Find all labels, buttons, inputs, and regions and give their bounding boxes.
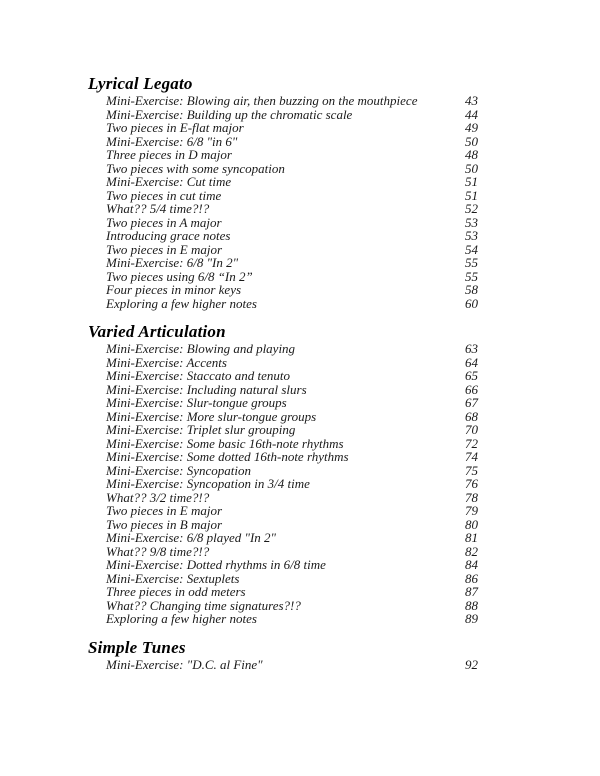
entry-title: Two pieces using 6/8 “In 2” <box>106 268 253 284</box>
entry-page-number: 68 <box>465 408 478 424</box>
entry-page-number: 78 <box>465 489 478 505</box>
entry-page-number: 79 <box>465 503 478 518</box>
entry-title: Mini-Exercise: Including natural slurs <box>106 381 307 397</box>
toc-entry <box>106 202 478 216</box>
entry-title: Mini-Exercise: 6/8 "in 6" <box>106 133 238 149</box>
toc-entry <box>106 297 478 311</box>
toc-entry <box>106 558 478 572</box>
entry-title: Exploring a few higher notes <box>106 295 257 311</box>
entry-title: What?? 5/4 time?!? <box>106 201 210 216</box>
entry-page-number: 67 <box>465 395 478 410</box>
entry-page-number: 86 <box>465 570 478 586</box>
entry-title: Two pieces in E major <box>106 503 223 518</box>
entry-page-number: 81 <box>465 530 478 545</box>
entry-title: Three pieces in odd meters <box>106 584 246 599</box>
toc-entry <box>106 162 478 176</box>
toc-entry <box>106 477 478 491</box>
entry-title: What?? 9/8 time?!? <box>106 543 210 559</box>
toc-section <box>88 638 478 672</box>
entry-title: Three pieces in D major <box>106 147 232 162</box>
entry-title: Two pieces in cut time <box>106 187 222 203</box>
toc-entry <box>106 504 478 518</box>
entry-title: Two pieces with some syncopation <box>106 160 285 176</box>
entry-page-number: 53 <box>465 214 478 230</box>
entry-title: Mini-Exercise: Building up the chromatic scale <box>106 106 353 122</box>
entry-page-number: 65 <box>465 368 478 383</box>
entry-title: Mini-Exercise: Cut time <box>106 174 232 189</box>
entry-page-number: 63 <box>465 341 478 356</box>
toc-section <box>88 74 478 310</box>
entry-title: Two pieces in E major <box>106 241 223 257</box>
entry-title: Mini-Exercise: Accents <box>106 354 227 370</box>
section-title: Simple Tunes <box>88 637 186 657</box>
toc-entry <box>106 175 478 189</box>
entry-page-number: 70 <box>465 422 478 437</box>
entry-title: Mini-Exercise: Slur-tongue groups <box>106 395 287 410</box>
entry-title: Exploring a few higher notes <box>106 611 257 626</box>
entry-title: Mini-Exercise: Syncopation in 3/4 time <box>106 476 310 491</box>
toc-entry <box>106 612 478 626</box>
entry-page-number: 52 <box>465 201 478 216</box>
entry-title: Introducing grace notes <box>106 228 231 243</box>
entry-title: Mini-Exercise: Blowing and playing <box>106 341 296 356</box>
entry-page-number: 80 <box>465 516 478 532</box>
entry-page-number: 55 <box>465 268 478 284</box>
section-entries <box>106 94 478 310</box>
toc-entry <box>106 518 478 532</box>
entry-title: Two pieces in A major <box>106 214 222 230</box>
toc-entry <box>106 450 478 464</box>
entry-page-number: 82 <box>465 543 478 559</box>
entry-page-number: 88 <box>465 597 478 613</box>
entry-title: Mini-Exercise: "D.C. al Fine" <box>106 656 263 672</box>
entry-page-number: 50 <box>465 133 478 149</box>
toc-entry <box>106 423 478 437</box>
toc-entry <box>106 369 478 383</box>
entry-page-number: 44 <box>465 106 478 122</box>
toc-entry <box>106 94 478 108</box>
entry-page-number: 84 <box>465 557 478 572</box>
toc-entry <box>106 216 478 230</box>
toc-entry <box>106 531 478 545</box>
toc-entry <box>106 256 478 270</box>
entry-page-number: 64 <box>465 354 478 370</box>
entry-title: Mini-Exercise: Blowing air, then buzzing on the mouthpiece <box>106 93 418 108</box>
section-entries <box>106 658 478 672</box>
toc-entry <box>106 585 478 599</box>
entry-title: Mini-Exercise: 6/8 "In 2" <box>106 255 239 270</box>
entry-page-number: 66 <box>465 381 478 397</box>
entry-title: Mini-Exercise: Some basic 16th-note rhythms <box>106 435 344 451</box>
entry-page-number: 55 <box>465 255 478 270</box>
section-title: Lyrical Legato <box>88 74 193 93</box>
entry-title: Mini-Exercise: Dotted rhythms in 6/8 time <box>106 557 326 572</box>
entry-page-number: 74 <box>465 449 478 464</box>
toc-entry <box>106 491 478 505</box>
entry-title: Mini-Exercise: Syncopation <box>106 462 251 478</box>
entry-title: What?? Changing time signatures?!? <box>106 597 301 613</box>
entry-page-number: 54 <box>465 241 478 257</box>
entry-page-number: 48 <box>465 147 478 162</box>
entry-page-number: 51 <box>465 174 478 189</box>
entry-page-number: 51 <box>465 187 478 203</box>
toc-entry <box>106 410 478 424</box>
entry-page-number: 76 <box>465 476 478 491</box>
entry-title: Mini-Exercise: Some dotted 16th-note rhythms <box>106 449 349 464</box>
toc-entry <box>106 108 478 122</box>
entry-page-number: 89 <box>465 611 478 626</box>
entry-page-number: 92 <box>465 656 478 672</box>
entry-page-number: 43 <box>465 93 478 108</box>
toc-entry <box>106 229 478 243</box>
entry-title: Mini-Exercise: Triplet slur grouping <box>106 422 296 437</box>
entry-page-number: 53 <box>465 228 478 243</box>
entry-title: Mini-Exercise: Staccato and tenuto <box>106 368 290 383</box>
toc-entry <box>106 270 478 284</box>
entry-title: Two pieces in B major <box>106 516 223 532</box>
entry-page-number: 49 <box>465 120 478 135</box>
entry-title: Two pieces in E-flat major <box>106 120 244 135</box>
toc-entry <box>106 189 478 203</box>
entry-page-number: 72 <box>465 435 478 451</box>
entry-page-number: 60 <box>465 295 478 311</box>
entry-page-number: 87 <box>465 584 478 599</box>
section-title: Varied Articulation <box>88 322 226 341</box>
toc-entry <box>106 148 478 162</box>
entry-title: Mini-Exercise: Sextuplets <box>106 570 240 586</box>
toc-entry <box>106 437 478 451</box>
toc-entry <box>106 572 478 586</box>
toc-entry <box>106 135 478 149</box>
toc-entry <box>106 658 478 672</box>
toc-entry <box>106 396 478 410</box>
toc-entry <box>106 464 478 478</box>
entry-page-number: 75 <box>465 462 478 478</box>
entry-title: Mini-Exercise: More slur-tongue groups <box>106 408 317 424</box>
toc-entry <box>106 342 478 356</box>
toc-entry <box>106 356 478 370</box>
entry-page-number: 50 <box>465 160 478 176</box>
toc-entry <box>106 283 478 297</box>
entry-title: Four pieces in minor keys <box>106 282 242 297</box>
toc-entry <box>106 599 478 613</box>
toc-entry <box>106 243 478 257</box>
entry-page-number: 58 <box>465 282 478 297</box>
toc-entry <box>106 121 478 135</box>
section-entries <box>106 342 478 626</box>
entry-title: Mini-Exercise: 6/8 played "In 2" <box>106 530 276 545</box>
toc-section <box>88 322 478 626</box>
toc-entry <box>106 383 478 397</box>
toc-entry <box>106 545 478 559</box>
table-of-contents <box>88 74 478 671</box>
entry-title: What?? 3/2 time?!? <box>106 489 210 505</box>
